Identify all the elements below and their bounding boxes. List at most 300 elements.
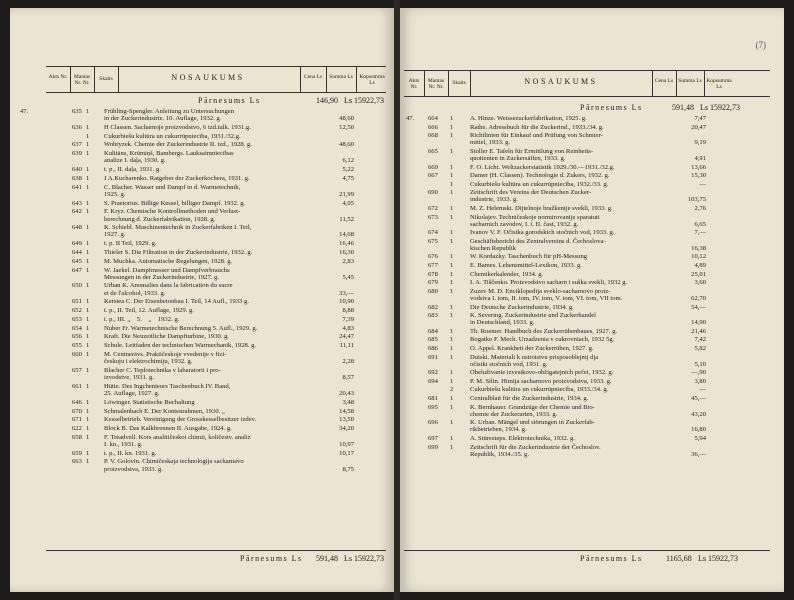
item-title: Cukurbiešu kultūra un cukurrūpniecība, 1932./33. g.: [470, 180, 609, 188]
item-title: chemie der Zuckerarten, 1933. g.: [470, 410, 558, 418]
item-price: 14,58: [339, 407, 354, 415]
quantity: 1: [86, 315, 90, 323]
table-row: [400, 354, 784, 368]
item-price: 36,—: [691, 450, 706, 458]
manta-number: 646: [72, 398, 82, 406]
table-row: [400, 124, 784, 131]
item-title: in der Zuckerindustrie. 10. Auflage, 1932. g.: [104, 115, 222, 123]
manta-number: 665: [428, 147, 438, 155]
item-price: 10,90: [339, 298, 354, 306]
quantity: 1: [450, 204, 454, 212]
total-kopsumma: Ls 15922,73: [344, 554, 384, 563]
item-price: 103,75: [687, 196, 706, 204]
item-title: t. p. II Teil, 1929. g.: [104, 240, 157, 248]
quantity: 1: [450, 180, 454, 188]
item-price: 33,—: [339, 289, 354, 297]
quantity: 1: [86, 123, 90, 131]
manta-number: 649: [72, 240, 82, 248]
manta-number: 683: [428, 312, 438, 320]
left-page: [10, 8, 394, 592]
quantity: 1: [450, 237, 454, 245]
carry-label: Pārnesums Ls: [580, 103, 643, 112]
total-kopsumma: Ls 15922,73: [698, 554, 738, 563]
manta-number: 654: [72, 324, 82, 332]
item-title: Bogatko F. Mech. Urzadzenia v cukrovniach, 1932 5g.: [470, 336, 615, 344]
item-title: Th. Roemer. Handbuch des Zuckerrübenbaues, 1927. g.: [470, 327, 618, 335]
manta-number: 653: [72, 315, 82, 323]
manta-number: 695: [428, 403, 438, 411]
item-price: 10,17: [339, 449, 354, 457]
quantity: 1: [86, 183, 90, 191]
item-title: Hütte. Des Ingchenieurs Taschenbuch IV. Band,: [104, 382, 231, 390]
item-title: M. Centnerāvs. Praktičeskoje vvedenije v fizi-: [104, 350, 227, 358]
item-price: 43,20: [691, 410, 706, 418]
quantity: 1: [86, 350, 90, 358]
manta-number: 690: [428, 189, 438, 197]
item-price: 5,22: [342, 166, 354, 174]
table-row: [10, 367, 394, 381]
item-title: Schule. Leitfaden der technischen Warmechanik, 1928. g.: [104, 342, 257, 350]
quantity: 1: [86, 141, 90, 149]
item-title: Frühling-Spengler. Anleitung zu Untersuchungen: [104, 108, 235, 115]
carry-forward-row: [198, 96, 384, 105]
quantity: 1: [450, 403, 454, 411]
manta-number: 642: [72, 208, 82, 216]
item-title: Ivanov V. F. Očistka gorodskich stočnich vod, 1933. g.: [470, 229, 615, 237]
item-price: 34,20: [339, 425, 354, 432]
item-title: et de l'alcohol, 1933. g.: [104, 289, 166, 297]
table-row: [400, 312, 784, 326]
col-summa: Summa Ls: [329, 74, 353, 80]
manta-number: 686: [428, 344, 438, 352]
manta-number: 677: [428, 262, 438, 270]
table-row: [400, 229, 784, 236]
manta-number: 681: [428, 395, 438, 402]
item-title: Die Deutsche Zuckerindustrie, 1934. g.: [470, 303, 574, 311]
table-row: [10, 258, 394, 265]
table-row: [400, 378, 784, 385]
quantity: 1: [450, 312, 454, 320]
table-row: [10, 208, 394, 222]
quantity: 1: [86, 324, 90, 332]
manta-number: 673: [428, 213, 438, 221]
col-cena: Cena Ls: [654, 78, 674, 84]
manta-number: 661: [72, 382, 82, 390]
table-row: [400, 419, 784, 433]
item-price: 7,47: [694, 115, 706, 122]
carry-label: Pārnesums Ls: [198, 96, 261, 105]
table-row: [10, 108, 394, 122]
item-title: izvodstve, 1931. g.: [104, 374, 154, 382]
manta-number: 658: [72, 433, 82, 441]
quantity: 1: [86, 398, 90, 406]
item-price: 3,60: [694, 279, 706, 287]
item-title: Zeitschrift für die Zuckerindustrie der Čechoslov.: [470, 443, 601, 451]
quantity: 1: [450, 377, 454, 385]
item-title: t. p., II. Teil, 12. Auflage, 1929. g.: [104, 307, 194, 315]
quantity: 1: [450, 123, 454, 131]
item-title: in Deutschland, 1933. g.: [470, 319, 535, 327]
manta-number: 680: [428, 287, 438, 295]
quantity: 1: [450, 327, 454, 335]
quantity: 1: [450, 443, 454, 451]
item-price: 4,91: [694, 154, 706, 162]
table-row: [10, 184, 394, 198]
item-title: A. Stūresteps. Elektrotechnika, 1932. g.: [470, 434, 575, 442]
manta-number: 674: [428, 229, 438, 237]
quantity: 1: [86, 150, 90, 158]
quantity: 1: [86, 174, 90, 182]
quantity: 1: [86, 407, 90, 415]
item-title: K. Bernhauer. Grundzüge der Chemie und Bio-: [470, 403, 595, 411]
item-title: Republik, 1934./35. g.: [470, 450, 529, 458]
table-row: [400, 336, 784, 343]
item-title: Messungen in der Zuckerindustrie, 1927. g.: [104, 273, 220, 281]
table-row: [10, 450, 394, 457]
item-price: 6,12: [342, 157, 354, 165]
quantity: 1: [86, 199, 90, 207]
manta-number: 676: [428, 253, 438, 261]
bottom-rule: [46, 550, 386, 551]
item-price: 2,76: [694, 204, 706, 212]
item-title: Rathe. Adressbuch für die Zuckerind., 1933./34. g.: [470, 123, 604, 131]
item-title: H Classen. Sacharnoje proizvodstvo, 6 izd.tulk. 1931.g.: [104, 123, 251, 131]
table-row: [10, 458, 394, 472]
quantity: 1: [450, 419, 454, 427]
col-kopsumma: Kopsumma Ls: [706, 78, 732, 90]
quantity: 1: [450, 262, 454, 270]
item-price: 13,50: [339, 416, 354, 424]
item-title: Zeitschrift des Vereins der Deutschen Zucker-: [470, 189, 592, 197]
manta-number: 638: [72, 174, 82, 182]
quantity: 1: [86, 342, 90, 350]
manta-number: 699: [428, 443, 438, 451]
item-title: E. Bames. Lehensmittel-Lexikon, 1933. g.: [470, 262, 582, 270]
item-title: C. Blacher. Wasser und Dampf in d. Warmetechnik,: [104, 183, 241, 191]
manta-number: 659: [72, 449, 82, 457]
akts-number: 47.: [20, 108, 29, 115]
item-price: 25,01: [691, 270, 706, 278]
item-price: 12,50: [339, 123, 354, 131]
manta-number: 682: [428, 303, 438, 311]
table-row: [400, 386, 784, 393]
table-row: [10, 141, 394, 148]
manta-number: 671: [72, 416, 82, 424]
col-kopsumma: Kopsumma Ls: [359, 74, 385, 86]
item-title: Nuber Fr. Warmetechnische Berechnung 5. Aufl., 1929. g.: [104, 324, 258, 332]
table-row: [400, 444, 784, 458]
table-row: [10, 166, 394, 173]
item-title: F. O. Licht. Weltzackerstatistik 1929./30.—1931./32.g.: [470, 163, 615, 171]
quantity: 1: [86, 166, 90, 174]
item-title: Kulitāns, Krūmiņš, Bambergs. Lauksaimniecības: [104, 150, 234, 158]
table-row: [10, 307, 394, 314]
quantity: 1: [86, 108, 90, 115]
table-row: [10, 200, 394, 207]
item-title: Centralblatt für die Zuckerindustrie, 1934. g.: [470, 395, 589, 402]
item-title: Kraft. Die Neuzeitliche Dampfturbine, 1930. g.: [104, 333, 230, 341]
table-row: [10, 224, 394, 238]
item-title: K. Urban. Mängel und störungen in Zuckerfab-: [470, 419, 595, 427]
item-title: quotienten in Zuckersäften, 1933. g.: [470, 154, 566, 162]
item-price: 16,46: [339, 240, 354, 248]
item-price: 8,88: [342, 307, 354, 315]
quantity: 1: [450, 353, 454, 361]
total-summa: 591,48: [316, 554, 338, 563]
carry-kopsumma: Ls 15922,73: [700, 103, 740, 112]
quantity: 1: [86, 282, 90, 290]
item-price: 4,75: [342, 174, 354, 182]
manta-number: 639: [72, 150, 82, 158]
col-title: NOSAUKUMS: [524, 77, 598, 86]
table-row: [400, 288, 784, 302]
item-price: —: [699, 386, 706, 394]
table-row: [10, 408, 394, 415]
item-price: 13,66: [691, 163, 706, 171]
manta-number: 648: [72, 224, 82, 232]
item-title: W. Kordazky. Taschenbuch für pH-Messung: [470, 253, 588, 261]
table-row: [10, 333, 394, 340]
item-title: Blacher C. Teplotechnika v labaratorii i pro-: [104, 366, 221, 374]
quantity: 1: [86, 266, 90, 274]
quantity: 1: [86, 257, 90, 265]
manta-number: 622: [72, 425, 82, 432]
item-title: F. Kryz. Chemische Kontrollmethoden und Verlust-: [104, 208, 241, 216]
table-row: [400, 404, 784, 418]
item-title: O. Appel. Krankheit der Zuckerrüben, 1927. g.: [470, 344, 594, 352]
item-title: Damer (H. Classen). Technologie d. Zukers, 1932. g.: [470, 172, 610, 180]
table-row: [400, 279, 784, 286]
manta-number: 641: [72, 183, 82, 191]
table-row: [400, 304, 784, 311]
quantity: 1: [450, 279, 454, 287]
item-price: 14,68: [339, 231, 354, 239]
manta-number: 644: [72, 249, 82, 256]
item-title: 1925. g.: [104, 190, 126, 198]
item-title: Richtlinien für Einkauf und Prüfung von Schmier-: [470, 132, 603, 140]
item-title: Löwinger. Statistische Buchaltung: [104, 398, 195, 406]
table-row: [400, 395, 784, 402]
item-title: Cukurbiešu kultūra un cukurrūpniecība, 1931./32.g.: [104, 132, 241, 140]
item-title: Duiski. Materiali k ustroistvu prisposoblejnij dja: [470, 353, 599, 361]
table-row: [400, 164, 784, 171]
item-price: 45,—: [691, 395, 706, 402]
quantity: 1: [450, 344, 454, 352]
item-title: očistki stočnich vod, 1931. g.: [470, 360, 548, 368]
table-row: [10, 425, 394, 432]
quantity: 1: [86, 240, 90, 248]
item-price: 5,94: [694, 434, 706, 442]
item-title: Cukurbiešu kultūra un cukurrūpniecība, 1933./34. g.: [470, 386, 609, 394]
quantity: 2: [450, 386, 454, 394]
carry-summa: 146,90: [316, 96, 338, 105]
item-title: vodstva I. tom, II. tom, IV. tom, V. tom, VI. tom, VII tom.: [470, 294, 623, 302]
item-title: A. Hinze. Weissezuckerfabrikation, 1925. g.: [470, 115, 587, 122]
manta-number: 684: [428, 327, 438, 335]
table-row: [10, 240, 394, 247]
manta-number: 694: [428, 377, 438, 385]
manta-number: 679: [428, 279, 438, 287]
item-title: kischen Republik: [470, 244, 516, 252]
item-title: t. p., II. kn. 1931. g.: [104, 449, 157, 457]
col-mantas: Mantas Nr. Nr.: [427, 78, 445, 90]
item-price: 16,38: [691, 244, 706, 252]
item-price: 8,75: [342, 465, 354, 473]
item-title: analīze I. daļa, 1930. g.: [104, 157, 166, 165]
item-title: S. Praetorius. Billige Kessel, billiger Dampf. 1932. g.: [104, 199, 246, 207]
quantity: 1: [86, 307, 90, 315]
quantity: 1: [86, 224, 90, 232]
item-price: 7,—: [694, 229, 706, 237]
table-row: [400, 253, 784, 260]
item-price: 5,45: [342, 273, 354, 281]
item-price: 16,80: [691, 426, 706, 434]
table-row: [400, 132, 784, 146]
manta-number: 635: [72, 108, 82, 115]
quantity: 1: [450, 115, 454, 122]
manta-number: 637: [72, 141, 82, 149]
manta-number: 663: [72, 458, 82, 466]
table-header: [46, 66, 386, 93]
quantity: 1: [450, 287, 454, 295]
item-price: 2,28: [342, 358, 354, 366]
item-price: 48,60: [339, 115, 354, 123]
quantity: 1: [450, 303, 454, 311]
total-summa: 1165,68: [666, 554, 692, 563]
table-row: [10, 298, 394, 305]
manta-number: 668: [428, 132, 438, 140]
item-title: F. Treadvell. Kors analitičeskoi chimii, količestv. analiz: [104, 433, 251, 441]
item-price: 24,47: [339, 333, 354, 341]
quantity: 1: [450, 369, 454, 377]
carry-forward-row: [580, 103, 740, 112]
item-title: Wohryzek. Chemie der Zuckerindustrie II. izd., 1928. g.: [104, 141, 252, 149]
item-price: 21,99: [339, 190, 354, 198]
manta-number: 650: [72, 282, 82, 290]
manta-number: 640: [72, 166, 82, 174]
item-title: J A.Kucharenko. Ratgeber der Zuckerkochera, 1931. g.: [104, 174, 250, 182]
manta-number: 669: [428, 163, 438, 171]
quantity: 1: [86, 382, 90, 390]
item-title: Zuzev M. D. Enciklopedija sveklo-sacharnovo proiz-: [470, 287, 611, 295]
manta-number: 652: [72, 307, 82, 315]
table-row: [10, 383, 394, 397]
item-price: 16,30: [339, 249, 354, 256]
quantity: 1: [86, 366, 90, 374]
table-row: [10, 267, 394, 281]
table-row: [400, 214, 784, 228]
item-title: Geschäftsbericht des Zentralvereins d. Čechoslova-: [470, 237, 606, 245]
table-row: [10, 249, 394, 256]
col-akts: Akts Nr.: [48, 74, 68, 80]
item-price: 10,12: [691, 253, 706, 261]
quantity: 1: [450, 213, 454, 221]
quantity: 1: [450, 132, 454, 140]
table-row: [400, 369, 784, 376]
item-price: 15,30: [691, 172, 706, 180]
col-akts: Akts Nr.: [408, 78, 420, 90]
table-row: [400, 435, 784, 442]
manta-number: 678: [428, 270, 438, 278]
quantity: 1: [86, 425, 90, 432]
table-header: [404, 70, 770, 97]
item-price: 10,97: [339, 440, 354, 448]
manta-number: 697: [428, 434, 438, 442]
item-title: Kerstea C. Der Eisenbetonbau I. Teil, 14 Aufl., 1933 g.: [104, 298, 249, 306]
manta-number: 670: [72, 407, 82, 415]
item-price: 3,48: [342, 398, 354, 406]
item-title: mittel, 1933. g.: [470, 139, 511, 147]
item-price: 4,83: [342, 324, 354, 332]
item-title: P. V. Golovin. Chimičeskaja technologija sacharnavo: [104, 458, 244, 466]
table-row: [10, 351, 394, 365]
item-price: 48,60: [339, 141, 354, 149]
item-title: M. Z. Helemski. Dijtelnoje bražkenije svekli, 1933. g.: [470, 204, 613, 212]
quantity: 1: [86, 449, 90, 457]
table-row: [400, 238, 784, 252]
quantity: 1: [86, 298, 90, 306]
item-title: K. Severing. Zuckerindustrie und Zuckerhandel: [470, 312, 596, 320]
quantity: 1: [450, 163, 454, 171]
manta-number: 691: [428, 353, 438, 361]
item-price: 5,82: [694, 344, 706, 352]
manta-number: 660: [72, 350, 82, 358]
item-price: 4,05: [342, 199, 354, 207]
item-price: 9,19: [694, 139, 706, 147]
manta-number: 675: [428, 237, 438, 245]
item-price: —: [699, 180, 706, 188]
manta-number: 667: [428, 172, 438, 180]
manta-number: 692: [428, 369, 438, 377]
quantity: 1: [450, 147, 454, 155]
col-skaits: Skaits: [452, 80, 466, 86]
table-row: [400, 115, 784, 122]
col-mantas: Mantas Nr. Nr.: [73, 74, 91, 86]
table-row: [10, 175, 394, 182]
table-row: [10, 316, 394, 323]
manta-number: 651: [72, 298, 82, 306]
item-price: 20,43: [339, 389, 354, 397]
item-price: 54,—: [691, 303, 706, 311]
table-row: [400, 345, 784, 352]
table-row: [400, 271, 784, 278]
total-label: Pārnesums Ls: [240, 554, 303, 563]
item-title: 25. Auflage, 1927. g.: [104, 389, 160, 397]
item-price: 21,46: [691, 327, 706, 335]
item-title: K. Schiebl. Maschinentechnik in Zuckerfabriken I. Teil,: [104, 224, 252, 232]
item-title: proizvodstva, 1933. g.: [104, 465, 163, 473]
item-price: 11,11: [339, 342, 354, 350]
item-price: 4,89: [694, 262, 706, 270]
item-price: 20,47: [691, 123, 706, 131]
table-row: [10, 342, 394, 349]
manta-number: 664: [428, 115, 438, 122]
table-row: [400, 172, 784, 179]
quantity: 1: [86, 208, 90, 216]
item-title: P. M. Silin. Himija sacharnovo proizvodstva, 1933. g.: [470, 377, 612, 385]
quantity: 1: [86, 416, 90, 424]
manta-number: 666: [428, 123, 438, 131]
item-price: 3,80: [694, 377, 706, 385]
carry-summa: 591,48: [672, 103, 694, 112]
quantity: 1: [450, 189, 454, 197]
item-title: Obeluživanie izvestkovo-obžigatejnich pečei, 1932. g.: [470, 369, 614, 377]
item-title: t. p., III. „ 5. „ 1932. g.: [104, 315, 180, 323]
quantity: 1: [450, 395, 454, 402]
table-row: [10, 282, 394, 296]
quantity: 1: [86, 249, 90, 256]
item-price: 7,39: [342, 315, 354, 323]
